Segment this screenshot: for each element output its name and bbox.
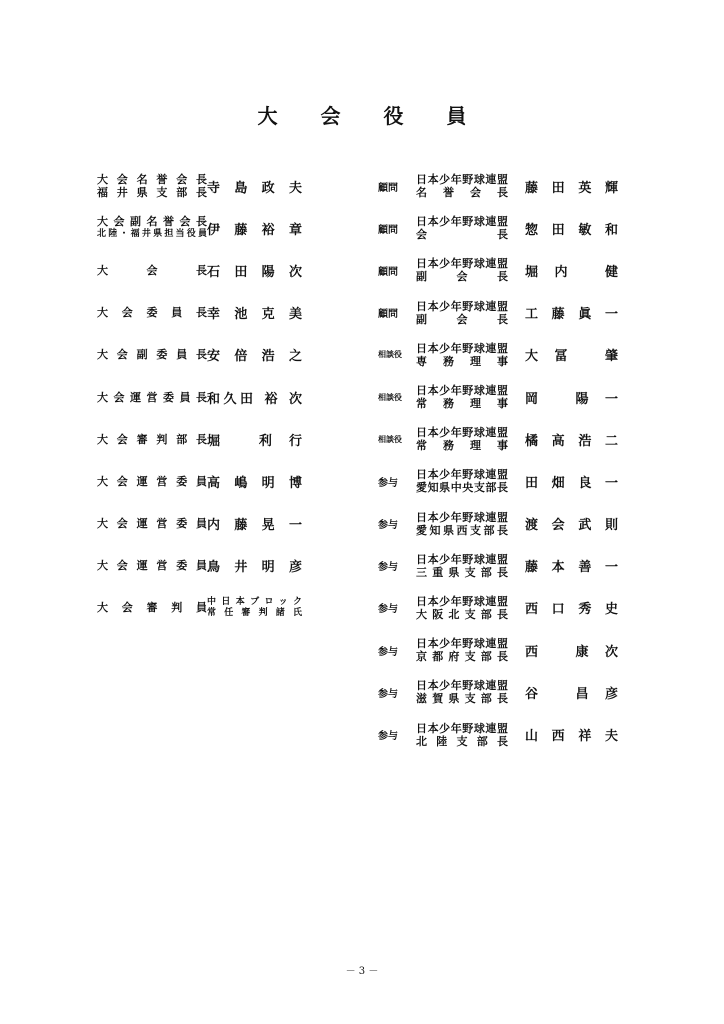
- role-label: 大会副名誉会長 北陸・福井県担当役員: [97, 215, 207, 240]
- advisor-kind: 参与: [378, 562, 398, 574]
- left-column: [97, 165, 312, 629]
- officer-name: 堀 利行: [207, 433, 302, 449]
- advisor-row: [378, 376, 628, 418]
- advisor-name: 橘高浩二: [525, 433, 618, 449]
- role-label: 大会運営委員: [97, 517, 207, 531]
- advisor-row: [378, 671, 628, 713]
- advisor-org: 日本少年野球連盟 三重県支部長: [416, 552, 508, 579]
- officer-name: 高嶋明博: [207, 475, 302, 491]
- role-label: 大会運営委員長: [97, 390, 207, 404]
- advisor-name: 堀内 健: [525, 264, 618, 280]
- advisor-kind: 相談役: [378, 433, 402, 444]
- advisor-name: 山西祥夫: [525, 729, 618, 745]
- advisor-kind: 相談役: [378, 349, 402, 360]
- page-title: 大 会 役 員: [257, 104, 485, 128]
- advisor-kind: 顧問: [378, 224, 398, 236]
- officer-row: [97, 292, 312, 334]
- advisor-org: 日本少年野球連盟 名誉会長: [416, 173, 508, 200]
- advisor-org: 日本少年野球連盟 副会長: [416, 299, 508, 326]
- advisor-kind: 参与: [378, 646, 398, 658]
- officer-name: 寺島政夫: [207, 180, 302, 196]
- role-label: 大会運営委員: [97, 559, 207, 573]
- advisor-name: 西 康次: [525, 644, 618, 660]
- advisor-kind: 参与: [378, 731, 398, 743]
- advisor-row: [378, 292, 628, 334]
- advisor-org: 日本少年野球連盟 専務理事: [416, 341, 508, 368]
- page-number: － 3 －: [345, 966, 379, 977]
- advisor-name: 岡 陽一: [525, 391, 618, 407]
- advisor-name: 田畑良一: [525, 475, 618, 491]
- officer-name: 安倍浩之: [207, 349, 302, 365]
- advisor-row: [378, 503, 628, 545]
- officer-name: 和久田 裕 次: [207, 391, 302, 407]
- advisor-name: 大冨 肇: [525, 349, 618, 365]
- advisor-name: 惣田敏和: [525, 222, 618, 238]
- advisor-org: 日本少年野球連盟 会長: [416, 215, 508, 242]
- officer-name: 内藤晃一: [207, 518, 302, 534]
- role-label: 大会審判部長: [97, 432, 207, 446]
- advisor-kind: 顧問: [378, 309, 398, 321]
- advisor-name: 西口秀史: [525, 602, 618, 618]
- advisor-org: 日本少年野球連盟 愛知県西支部長: [416, 510, 508, 537]
- officer-name: 石田陽次: [207, 264, 302, 280]
- role-label: 大会長: [97, 263, 207, 277]
- advisor-name: 工藤眞一: [525, 307, 618, 323]
- advisor-kind: 相談役: [378, 391, 402, 402]
- advisor-name: 藤本善一: [525, 560, 618, 576]
- officer-row: [97, 165, 312, 207]
- officer-row: [97, 334, 312, 376]
- officer-name: 幸池克美: [207, 307, 302, 323]
- officer-name: 伊藤裕章: [207, 222, 302, 238]
- officer-name: 中日本ブロック 常任審判諸氏: [207, 596, 302, 618]
- advisor-org: 日本少年野球連盟 常務理事: [416, 384, 508, 411]
- advisor-row: [378, 418, 628, 460]
- advisor-kind: 顧問: [378, 182, 398, 194]
- officer-row: [97, 249, 312, 291]
- advisor-org: 日本少年野球連盟 滋賀県支部長: [416, 679, 508, 706]
- advisor-org: 日本少年野球連盟 京都府支部長: [416, 637, 508, 664]
- advisor-row: [378, 629, 628, 671]
- advisor-org: 日本少年野球連盟 常務理事: [416, 426, 508, 453]
- advisor-kind: 顧問: [378, 266, 398, 278]
- officer-row: [97, 545, 312, 587]
- advisor-name: 藤田英輝: [525, 180, 618, 196]
- role-label: 大会運営委員: [97, 474, 207, 488]
- advisor-row: [378, 587, 628, 629]
- advisor-org: 日本少年野球連盟 北陸支部長: [416, 721, 508, 748]
- advisor-org: 日本少年野球連盟 副会長: [416, 257, 508, 284]
- officer-row: [97, 418, 312, 460]
- advisor-name: 谷 昌彦: [525, 686, 618, 702]
- officer-name: 鳥井明彦: [207, 560, 302, 576]
- advisor-kind: 参与: [378, 604, 398, 616]
- officer-row: [97, 503, 312, 545]
- advisor-row: [378, 460, 628, 502]
- advisor-name: 渡会武則: [525, 518, 618, 534]
- advisor-kind: 参与: [378, 688, 398, 700]
- officer-row: [97, 207, 312, 249]
- advisor-row: [378, 545, 628, 587]
- officer-row: [97, 587, 312, 629]
- role-label: 大会名誉会長 福井県支部長: [97, 173, 207, 200]
- advisor-row: [378, 713, 628, 755]
- role-label: 大会副委員長: [97, 348, 207, 362]
- advisor-row: [378, 165, 628, 207]
- advisor-row: [378, 334, 628, 376]
- advisor-kind: 参与: [378, 520, 398, 532]
- advisor-kind: 参与: [378, 477, 398, 489]
- role-label: 大会委員長: [97, 306, 207, 320]
- advisor-row: [378, 249, 628, 291]
- right-column: [378, 165, 628, 756]
- advisor-org: 日本少年野球連盟 大阪北支部長: [416, 594, 508, 621]
- role-label: 大会審判員: [97, 601, 207, 615]
- officer-row: [97, 460, 312, 502]
- advisor-row: [378, 207, 628, 249]
- officer-row: [97, 376, 312, 418]
- advisor-org: 日本少年野球連盟 愛知県中央支部長: [416, 468, 508, 495]
